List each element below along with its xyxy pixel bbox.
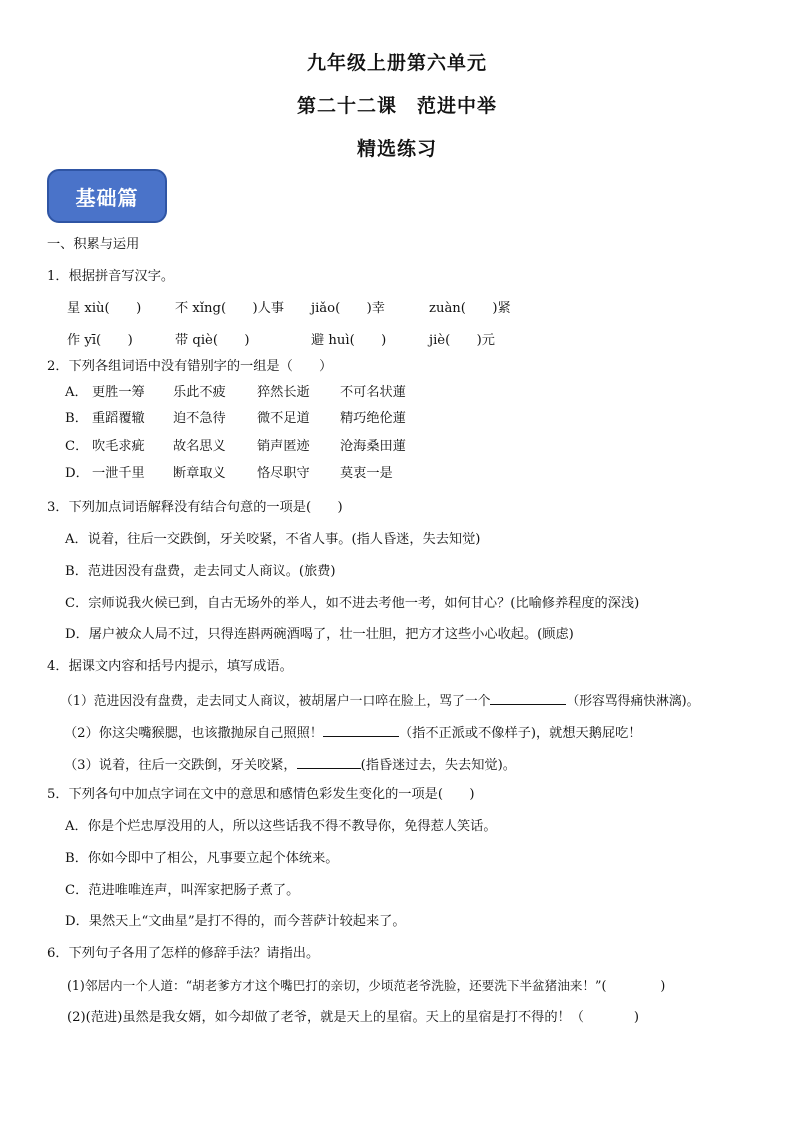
q2-option-c: C． 吹毛求疵 故名思义 销声匿迹 沧海桑田蓮 [65, 439, 406, 454]
q4-item-1: （1）范进因没有盘费，走去同丈人商议，被胡屠户一口啐在脸上，骂了一个 （形容骂得痛快淋漓)。 [60, 690, 699, 711]
answer-blank[interactable] [490, 690, 566, 705]
q4-item-2: （2）你这尖嘴猴腮，也该撒抛尿自己照照！ （指不正派或不像样子)，就想天鹅屁吃！ [64, 722, 641, 743]
q5-option-c: C．范进唯唯连声，叫浑家把肠子煮了。 [65, 883, 300, 898]
q1-item: 避 huì( ) [311, 333, 387, 348]
q5-option-d: D．果然天上“文曲星”是打不得的，而今菩萨计较起来了。 [65, 914, 406, 929]
q1-item: 星 xiù( ) [67, 301, 142, 316]
q5-stem: 5．下列各句中加点字词在文中的意思和感情色彩发生变化的一项是( ) [47, 787, 475, 802]
q3-stem: 3．下列加点词语解释没有结合句意的一项是( ) [47, 500, 343, 515]
q1-row-1 [67, 300, 511, 318]
q1-item: jiǎo( )幸 [311, 301, 385, 316]
q3-option-c: C．宗师说我火候已到，自古无场外的举人，如不进去考他一考，如何甘心？(比喻修养程度的深浅) [65, 596, 640, 611]
q6-item-1: (1)邻居内一个人道：“胡老爹方才这个嘴巴打的亲切，少顷范老爷洗脸，还要洗下半盆猪油来！”( ) [67, 978, 666, 993]
q5-option-b: B．你如今即中了相公，凡事要立起个体统来。 [65, 851, 339, 866]
badge-label: 基础篇 [75, 185, 139, 210]
lesson-title: 第二十二课 范进中举 [296, 95, 497, 117]
q2-option-a: A． 更胜一筹 乐此不疲 猝然长逝 不可名状蓮 [65, 385, 406, 400]
q1-item: jiè( )元 [429, 333, 495, 348]
q2-option-b: B． 重蹈覆辙 迫不急待 微不足道 精巧绝伦蓮 [65, 411, 406, 426]
q4-item-3: （3）说着，往后一交跌倒，牙关咬紧， (指昏迷过去，失去知觉)。 [64, 754, 516, 775]
q4-stem: 4．据课文内容和括号内提示，填写成语。 [47, 659, 293, 674]
section-badge [47, 169, 167, 223]
q2-option-d: D． 一泄千里 断章取义 恪尽职守 莫衷一是 [65, 466, 393, 481]
q3-option-d: D．屠户被众人局不过，只得连斟两碗酒喝了，壮一壮胆，把方才这些小心收起。(顾虑) [65, 627, 574, 642]
unit-title: 九年级上册第六单元 [306, 52, 487, 74]
q1-stem: 1．根据拼音写汉字。 [47, 269, 175, 284]
q6-stem: 6．下列句子各用了怎样的修辞手法？请指出。 [47, 946, 320, 961]
q1-item: 作 yī( ) [67, 333, 133, 348]
answer-blank[interactable] [323, 722, 399, 737]
answer-blank[interactable] [297, 754, 361, 769]
q3-option-b: B．范进因没有盘费，走去同丈人商议。(旅费) [65, 564, 336, 579]
q5-option-a: A．你是个烂忠厚没用的人，所以这些话我不得不教导你，免得惹人笑话。 [65, 819, 497, 834]
q1-item: 不 xǐng( )人事 [175, 301, 285, 316]
q2-stem: 2．下列各组词语中没有错别字的一组是（ ） [47, 359, 333, 374]
practice-subtitle: 精选练习 [356, 138, 437, 160]
q6-item-2: (2)(范进)虽然是我女婿，如今却做了老爷，就是天上的星宿。天上的星宿是打不得的！（ ) [67, 1010, 640, 1025]
q1-row-2 [67, 332, 495, 350]
section-heading: 一、积累与运用 [47, 237, 140, 252]
q3-option-a: A．说着，往后一交跌倒，牙关咬紧，不省人事。(指人昏迷，失去知觉) [65, 532, 481, 547]
q1-item: 带 qiè( ) [175, 333, 250, 348]
q1-item: zuàn( )紧 [429, 301, 511, 316]
